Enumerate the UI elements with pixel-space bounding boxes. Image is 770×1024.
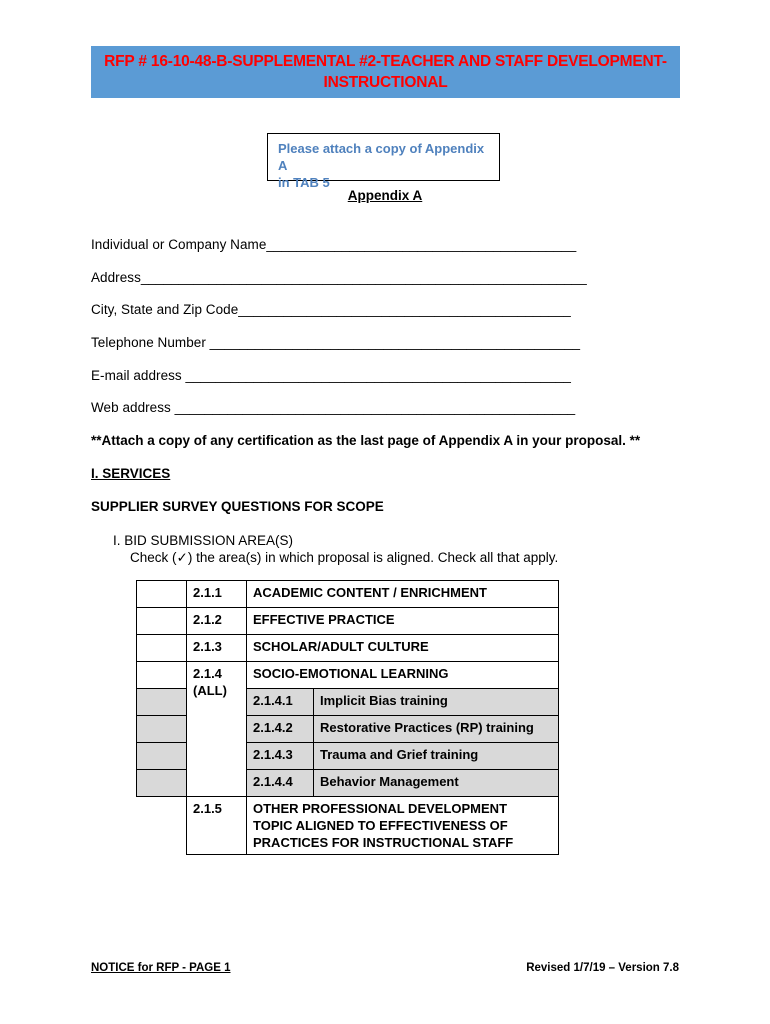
area-label-other — [247, 797, 559, 855]
appendix-title: Appendix A — [347, 188, 423, 203]
area-number-2-1-4 — [187, 662, 247, 797]
sub-area-label: Restorative Practices (RP) training — [314, 716, 559, 743]
sub-area-label: Trauma and Grief training — [314, 743, 559, 770]
footer-revision: Revised 1/7/19 – Version 7.8 — [526, 962, 679, 974]
services-heading: I. SERVICES — [91, 466, 171, 481]
area-label: EFFECTIVE PRACTICE — [247, 608, 559, 635]
area-number: 2.1.5 — [187, 797, 247, 855]
sub-area-number: 2.1.4.2 — [247, 716, 314, 743]
banner-line-1: RFP # 16-10-48-B-SUPPLEMENTAL #2-TEACHER AND STAFF DEVELOPMENT- — [104, 53, 667, 70]
sub-area-label: Implicit Bias training — [314, 689, 559, 716]
table-row — [137, 581, 559, 608]
table-row — [137, 608, 559, 635]
sub-area-label: Behavior Management — [314, 770, 559, 797]
bid-areas-table — [136, 580, 559, 855]
checkbox-cell[interactable] — [137, 581, 187, 608]
web-address-field[interactable]: Web address _____________________________________________________ — [91, 400, 576, 415]
area-label: ACADEMIC CONTENT / ENRICHMENT — [247, 581, 559, 608]
bid-heading: I. BID SUBMISSION AREA(S) — [113, 533, 294, 548]
table-row — [137, 797, 559, 855]
telephone-field[interactable]: Telephone Number _________________________________________________ — [91, 335, 581, 350]
banner-line-2: INSTRUCTIONAL — [323, 74, 448, 91]
sub-area-number: 2.1.4.3 — [247, 743, 314, 770]
footer-page-notice: NOTICE for RFP - PAGE 1 — [91, 962, 231, 974]
checkbox-cell[interactable] — [137, 716, 187, 743]
area-label-line: PRACTICES FOR INSTRUCTIONAL STAFF — [253, 835, 514, 850]
area-label: SCHOLAR/ADULT CULTURE — [247, 635, 559, 662]
checkbox-cell[interactable] — [137, 743, 187, 770]
area-number-all: (ALL) — [193, 683, 227, 698]
city-state-zip-field[interactable]: City, State and Zip Code____________________________________________ — [91, 302, 571, 317]
email-field[interactable]: E-mail address ___________________________________________________ — [91, 368, 571, 383]
checkbox-cell[interactable] — [137, 635, 187, 662]
address-field[interactable]: Address___________________________________________________________ — [91, 270, 587, 285]
area-number: 2.1.3 — [187, 635, 247, 662]
area-label-line: OTHER PROFESSIONAL DEVELOPMENT — [253, 801, 508, 816]
attach-line-2: in TAB 5 — [278, 175, 330, 190]
area-number: 2.1.1 — [187, 581, 247, 608]
survey-heading: SUPPLIER SURVEY QUESTIONS FOR SCOPE — [91, 499, 384, 514]
attach-line-1: Please attach a copy of Appendix A — [278, 141, 485, 173]
sub-area-number: 2.1.4.4 — [247, 770, 314, 797]
sub-area-number: 2.1.4.1 — [247, 689, 314, 716]
checkbox-cell[interactable] — [137, 608, 187, 635]
area-number: 2.1.4 — [193, 666, 222, 681]
title-banner — [91, 46, 680, 98]
area-number: 2.1.2 — [187, 608, 247, 635]
checkbox-cell[interactable] — [137, 770, 187, 797]
table-row — [137, 662, 559, 689]
checkbox-cell[interactable] — [137, 662, 187, 689]
area-label-line: TOPIC ALIGNED TO EFFECTIVENESS OF — [253, 818, 508, 833]
checkbox-cell[interactable] — [137, 689, 187, 716]
company-name-field[interactable]: Individual or Company Name_________________________________________ — [91, 237, 577, 252]
area-label: SOCIO-EMOTIONAL LEARNING — [247, 662, 559, 689]
certification-note: **Attach a copy of any certification as the last page of Appendix A in your proposal. ** — [91, 433, 641, 448]
bid-submission-area — [113, 532, 558, 566]
table-row — [137, 635, 559, 662]
bid-instruction: Check (✓) the area(s) in which proposal is aligned. Check all that apply. — [130, 550, 559, 565]
attach-instruction-box — [267, 133, 500, 190]
empty-cell — [137, 797, 187, 855]
